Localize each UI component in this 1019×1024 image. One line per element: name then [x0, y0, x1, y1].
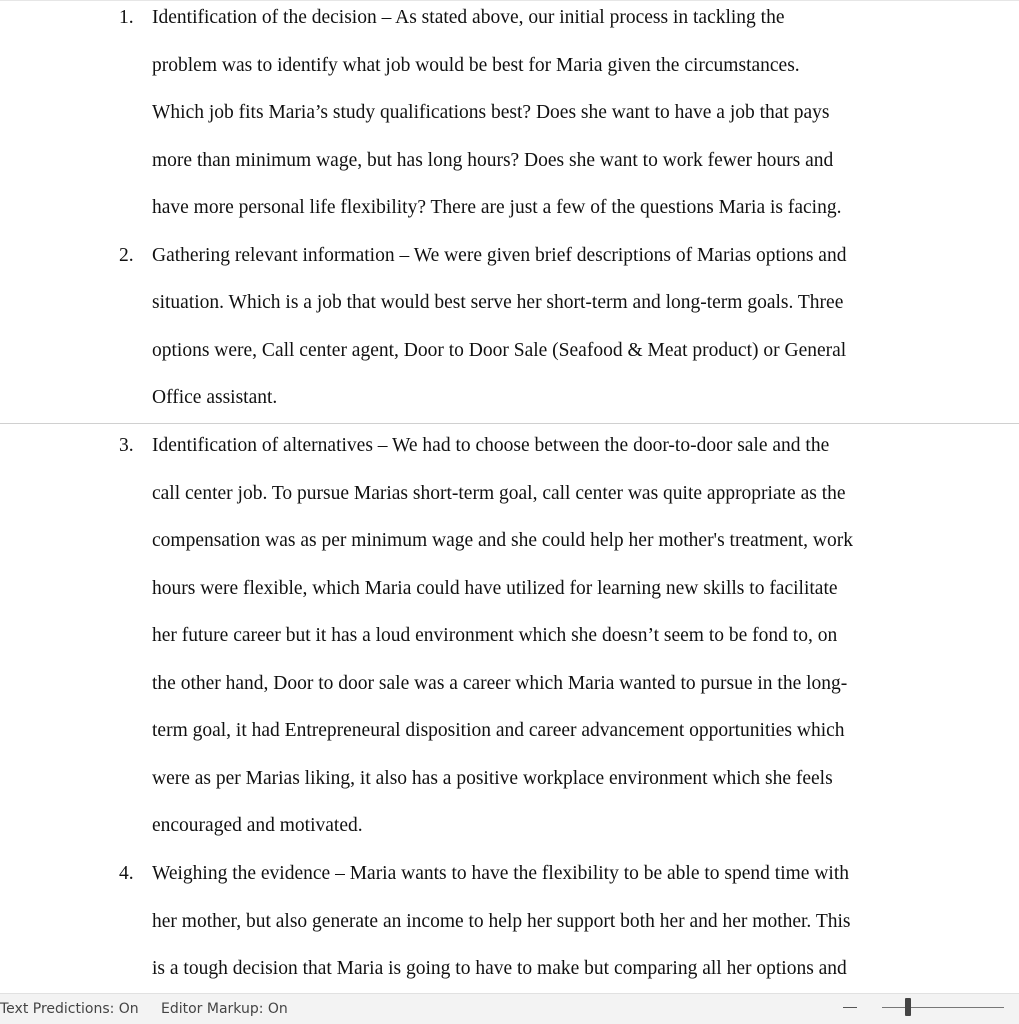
editor-markup-status[interactable]: Editor Markup: On: [161, 1001, 288, 1017]
list-item-line: the other hand, Door to door sale was a career which Maria wanted to pursue in the long-: [152, 673, 848, 694]
list-item-line: call center job. To pursue Marias short-term goal, call center was quite appropriate as the: [152, 483, 846, 504]
status-bar: [0, 993, 1019, 1024]
list-item-line: Identification of alternatives – We had to choose between the door-to-door sale and the: [152, 435, 830, 456]
list-item-line: term goal, it had Entrepreneural disposition and career advancement opportunities which: [152, 720, 845, 741]
list-number: 1.: [119, 7, 134, 28]
page-break: [0, 423, 1019, 424]
list-item-line: Which job fits Maria’s study qualifications best? Does she want to have a job that pays: [152, 102, 830, 123]
list-item-line: hours were flexible, which Maria could have utilized for learning new skills to facilitate: [152, 578, 838, 599]
list-number: 3.: [119, 435, 134, 456]
list-item-line: Gathering relevant information – We were given brief descriptions of Marias options and: [152, 245, 847, 266]
list-item-line: her mother, but also generate an income to help her support both her and her mother. This: [152, 911, 851, 932]
list-item-line: Office assistant.: [152, 387, 278, 408]
list-item-line: her future career but it has a loud environment which she doesn’t seem to be fond to, on: [152, 625, 838, 646]
list-item-line: Weighing the evidence – Maria wants to have the flexibility to be able to spend time with: [152, 863, 849, 884]
text-predictions-status[interactable]: Text Predictions: On: [0, 1001, 139, 1017]
zoom-slider-track[interactable]: [882, 1007, 1004, 1008]
list-item-line: compensation was as per minimum wage and she could help her mother's treatment, work: [152, 530, 853, 551]
zoom-out-minus-icon[interactable]: [843, 1007, 857, 1008]
list-item-line: were as per Marias liking, it also has a positive workplace environment which she feels: [152, 768, 833, 789]
list-item-line: more than minimum wage, but has long hours? Does she want to work fewer hours and: [152, 150, 834, 171]
list-item-line: encouraged and motivated.: [152, 815, 363, 836]
list-item-line: problem was to identify what job would be best for Maria given the circumstances.: [152, 55, 800, 76]
list-item-line: options were, Call center agent, Door to Door Sale (Seafood & Meat product) or General: [152, 340, 847, 361]
list-number: 4.: [119, 863, 134, 884]
list-item-line: is a tough decision that Maria is going to have to make but comparing all her options and: [152, 958, 847, 979]
list-number: 2.: [119, 245, 134, 266]
list-item-line: Identification of the decision – As stated above, our initial process in tackling the: [152, 7, 785, 28]
list-item-line: situation. Which is a job that would best serve her short-term and long-term goals. Three: [152, 292, 844, 313]
page-edge: [0, 0, 1019, 1]
list-item-line: have more personal life flexibility? There are just a few of the questions Maria is facing.: [152, 197, 842, 218]
zoom-slider-thumb[interactable]: [905, 998, 911, 1016]
